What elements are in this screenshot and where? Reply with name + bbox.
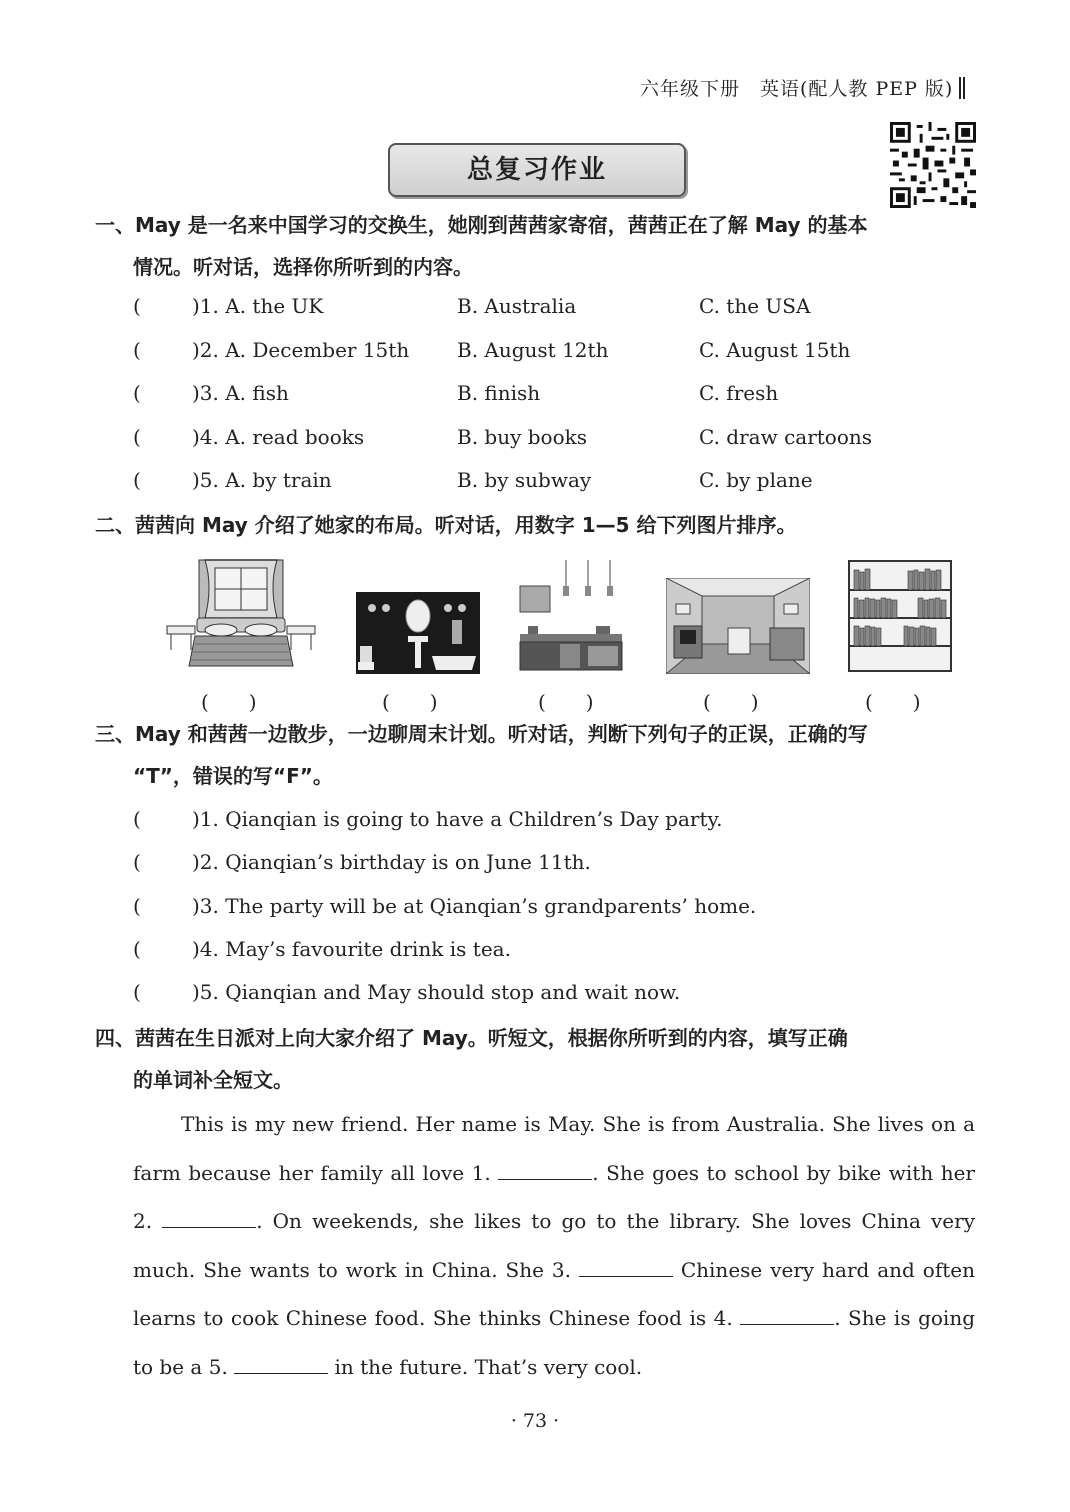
page-number: · 73 · (510, 1410, 560, 1432)
qr-code-icon (890, 122, 976, 208)
section1-heading: 一、May 是一名来中国学习的交换生，她刚到茜茜家寄宿，茜茜正在了解 May 的基本 情况。听对话，选择你所听到的内容。 (95, 213, 868, 279)
cloze-passage: This is my new friend. Her name is May. She is from Australia. She lives on a farm because her family all love 1. . She goes to school by bike with her 2. . On weekends, she likes to go to the library. She loves China very much. She wants to work in China. She 3. Chinese very hard and often learns to cook Chinese food. She thinks Chinese food is 4. . She is going to be a 5. in the future. That’s very cool. (133, 1112, 976, 1379)
bookshelf-image (848, 560, 952, 672)
section1-question-2: ( )2. A. December 15th B. August 12th C. August 15th (133, 338, 851, 362)
section3-heading: 三、May 和茜茜一边散步，一边聊周末计划。听对话，判断下列句子的正误，正确的写 “T”，错误的写“F”。 (95, 722, 868, 788)
answer-paren-5[interactable]: ( ) (865, 690, 921, 714)
bathroom-image (356, 592, 480, 674)
section2-heading: 二、茜茜向 May 介绍了她家的布局。听对话，用数字 1—5 给下列图片排序。 (95, 513, 797, 537)
kitchen-image (518, 560, 624, 672)
answer-paren-4[interactable]: ( ) (703, 690, 759, 714)
section4-heading: 四、茜茜在生日派对上向大家介绍了 May。听短文，根据你所听到的内容，填写正确 的单词补全短文。 (95, 1026, 848, 1092)
section1-question-4: ( )4. A. read books B. buy books C. draw cartoons (133, 425, 873, 449)
bedroom-image (165, 556, 317, 676)
section3-statement-3: ( )3. The party will be at Qianqian’s grandparents’ home. (133, 894, 757, 918)
blank-1[interactable] (498, 1161, 592, 1180)
blank-4[interactable] (740, 1306, 834, 1325)
blank-3[interactable] (579, 1258, 673, 1277)
answer-paren-3[interactable]: ( ) (538, 690, 594, 714)
section3-statement-4: ( )4. May’s favourite drink is tea. (133, 937, 511, 961)
page-header: 六年级下册 英语(配人教 PEP 版) (640, 74, 961, 101)
answer-paren-1[interactable]: ( ) (201, 690, 257, 714)
section1-question-5: ( )5. A. by train B. by subway C. by plane (133, 468, 813, 492)
blank-2[interactable] (162, 1209, 256, 1228)
answer-paren-2[interactable]: ( ) (382, 690, 438, 714)
living-room-image (666, 578, 810, 674)
section1-question-3: ( )3. A. fish B. finish C. fresh (133, 381, 779, 405)
blank-5[interactable] (234, 1355, 328, 1374)
section3-statement-1: ( )1. Qianqian is going to have a Children’s Day party. (133, 807, 723, 831)
section3-statement-2: ( )2. Qianqian’s birthday is on June 11th. (133, 850, 591, 874)
page-title: 总复习作业 (388, 143, 686, 197)
section1-question-1: ( )1. A. the UK B. Australia C. the USA (133, 294, 811, 318)
section3-statement-5: ( )5. Qianqian and May should stop and wait now. (133, 980, 681, 1004)
